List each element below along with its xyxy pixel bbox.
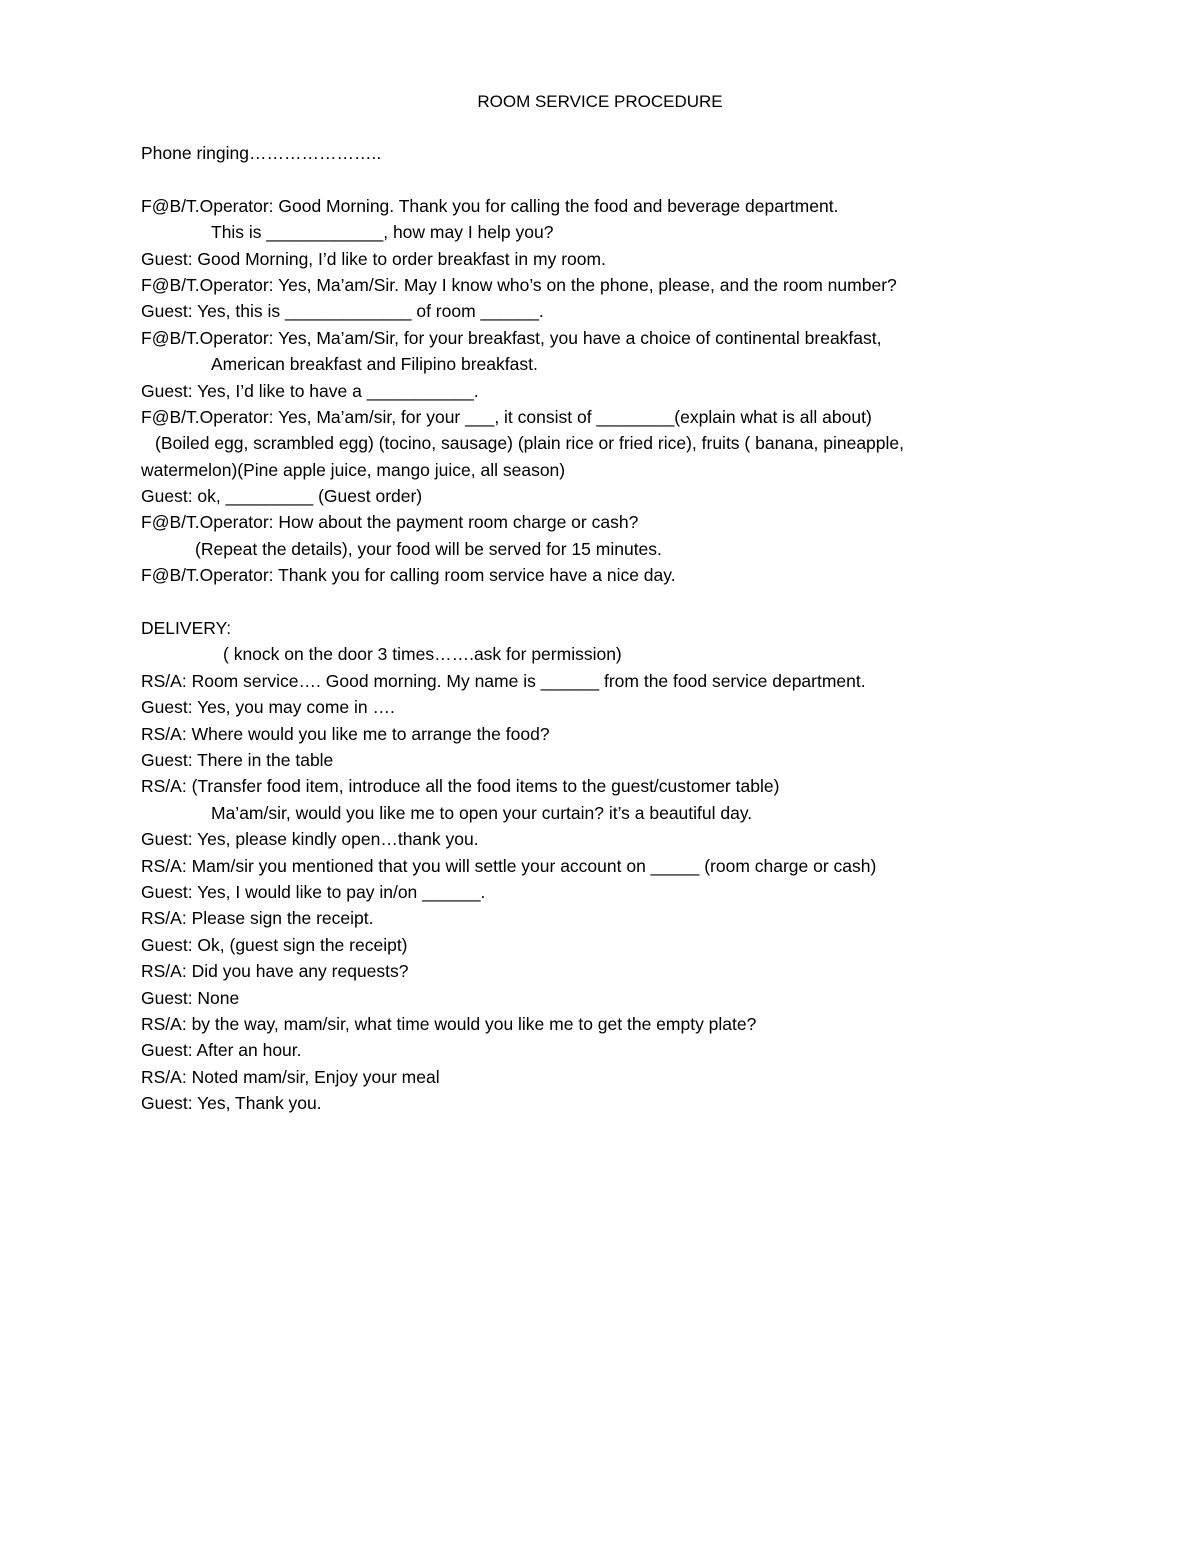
dialogue-line: ( knock on the door 3 times…….ask for permission) <box>223 644 622 665</box>
dialogue-line: F@B/T.Operator: Yes, Ma’am/Sir. May I know who’s on the phone, please, and the room number? <box>141 274 897 295</box>
intro-line: Phone ringing………………….. <box>141 143 382 163</box>
dialogue-line: RS/A: Where would you like me to arrange the food? <box>141 723 550 744</box>
dialogue-line: Guest: Yes, this is _____________ of room ______. <box>141 301 544 322</box>
dialogue-line: F@B/T.Operator: Yes, Ma’am/sir, for your ___, it consist of ________(explain what is all about) <box>141 406 872 427</box>
dialogue-line: Guest: After an hour. <box>141 1040 302 1061</box>
dialogue-line: Guest: Good Morning, I’d like to order breakfast in my room. <box>141 248 606 269</box>
dialogue-line: RS/A: by the way, mam/sir, what time would you like me to get the empty plate? <box>141 1013 757 1034</box>
dialogue-line: Guest: Yes, I’d like to have a ___________. <box>141 380 479 401</box>
dialogue-line: Guest: Ok, (guest sign the receipt) <box>141 934 408 955</box>
delivery-heading: DELIVERY: <box>141 618 232 639</box>
dialogue-line: This is ____________, how may I help you? <box>211 222 554 243</box>
dialogue-line: RS/A: Room service…. Good morning. My name is ______ from the food service department. <box>141 670 866 691</box>
dialogue-line: F@B/T.Operator: How about the payment room charge or cash? <box>141 512 639 533</box>
dialogue-line: F@B/T.Operator: Thank you for calling room service have a nice day. <box>141 565 676 586</box>
document-body <box>141 140 1041 1116</box>
delivery-dialogue <box>141 641 1041 1116</box>
spacer <box>141 166 1041 192</box>
dialogue-line: Guest: None <box>141 987 240 1008</box>
dialogue-line: Guest: ok, _________ (Guest order) <box>141 486 423 507</box>
dialogue-line: American breakfast and Filipino breakfast. <box>211 354 538 375</box>
dialogue-line: RS/A: Noted mam/sir, Enjoy your meal <box>141 1066 440 1087</box>
dialogue-line: Ma’am/sir, would you like me to open your curtain? it’s a beautiful day. <box>211 802 753 823</box>
dialogue-line: (Repeat the details), your food will be served for 15 minutes. <box>195 538 662 559</box>
dialogue-line: RS/A: Mam/sir you mentioned that you will settle your account on _____ (room charge or cash) <box>141 855 877 876</box>
dialogue-line: RS/A: Did you have any requests? <box>141 961 409 982</box>
phone-call-dialogue <box>141 193 1041 589</box>
dialogue-line: Guest: Yes, please kindly open…thank you. <box>141 829 479 850</box>
dialogue-line: F@B/T.Operator: Good Morning. Thank you for calling the food and beverage department. <box>141 195 839 216</box>
dialogue-line: (Boiled egg, scrambled egg) (tocino, sausage) (plain rice or fried rice), fruits ( banana, pineapple, <box>155 433 904 454</box>
dialogue-line: RS/A: (Transfer food item, introduce all the food items to the guest/customer table) <box>141 776 780 797</box>
dialogue-line: watermelon)(Pine apple juice, mango juice, all season) <box>141 459 566 480</box>
dialogue-line: Guest: Yes, you may come in …. <box>141 697 395 718</box>
dialogue-line: Guest: Yes, Thank you. <box>141 1093 322 1114</box>
spacer <box>141 589 1041 615</box>
dialogue-line: RS/A: Please sign the receipt. <box>141 908 374 929</box>
page-title: ROOM SERVICE PROCEDURE <box>477 92 723 111</box>
dialogue-line: Guest: Yes, I would like to pay in/on ______. <box>141 881 486 902</box>
dialogue-line: Guest: There in the table <box>141 749 334 770</box>
dialogue-line: F@B/T.Operator: Yes, Ma’am/Sir, for your breakfast, you have a choice of continental breakfast, <box>141 327 882 348</box>
